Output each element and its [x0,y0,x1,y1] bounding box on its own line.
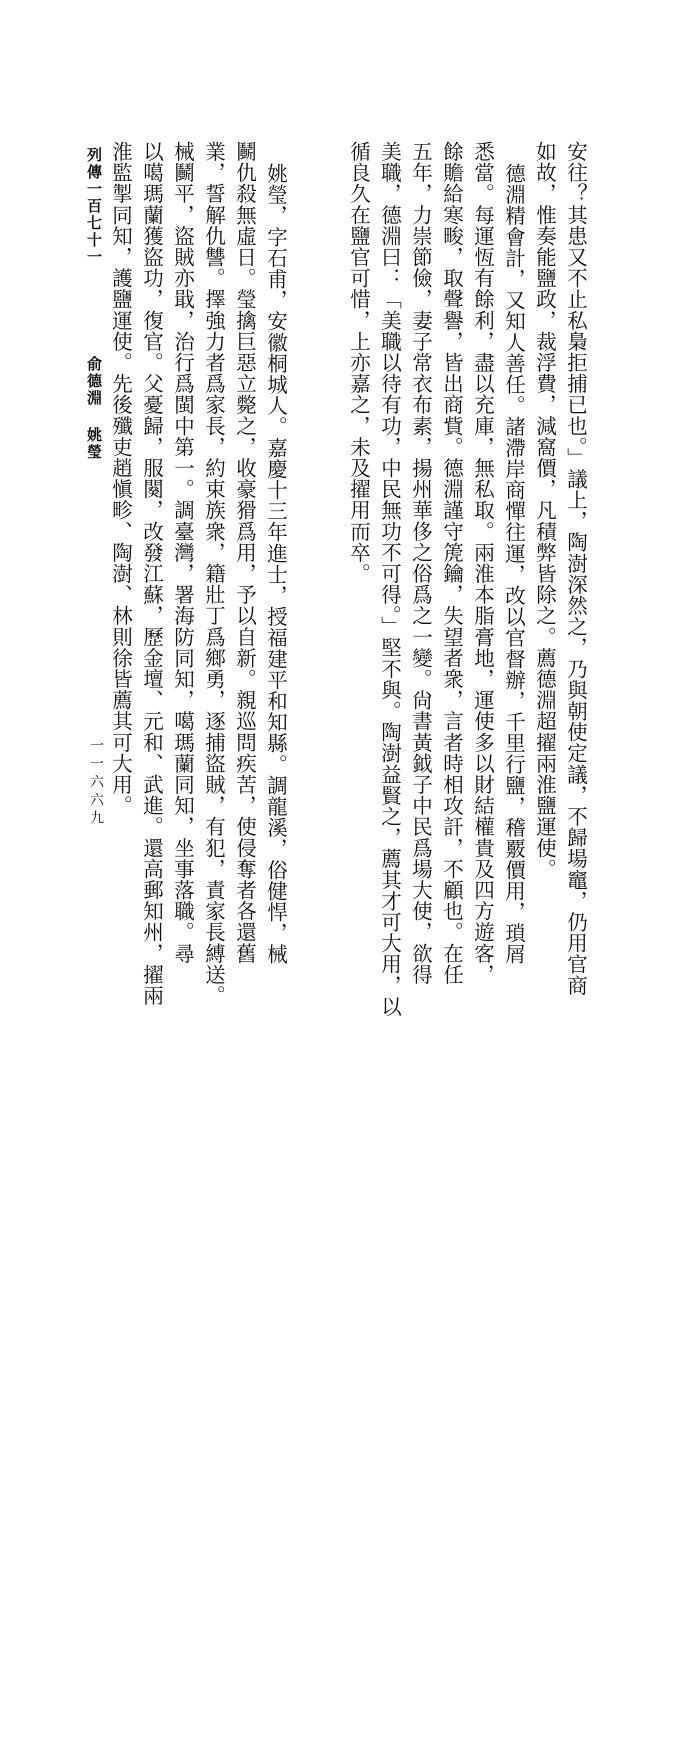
text-column-11: 業，誓解仇讐。擇強力者爲家長，約束族衆，籍壯丁爲鄉勇，逐捕盜賊，有犯，責家長縛送。 [201,141,226,1007]
text-column-2: 如故，惟奏能鹽政，裁浮費，減窩價，凡積弊皆除之。薦德淵超擢兩淮鹽運使。 [532,141,557,880]
text-column-6: 五年，力崇節儉，妻子常衣布素，揚州華侈之俗爲之一變。尙書黃鉞子中民爲場大使，欲得 [408,141,433,985]
text-column-8: 循良久在鹽官可惜，上亦嘉之，未及擢用而卒。 [346,141,371,585]
running-header-names: 俞德淵 姚瑩 [85,356,103,461]
text-column-13: 以噶瑪蘭獲盜功，復官。父憂歸，服闋，改發江蘇，歷金壇、元和、武進。還高郵知州，擢兩 [139,141,164,1007]
text-column-1: 安往？其患又不止私梟拒捕已也。」議上，陶澍深然之，乃與朝使定議，不歸場竈，仍用官商 [563,141,588,996]
text-column-7: 美職，德淵曰：「美職以待有功，中民無功不可得。」堅不與。陶澍益賢之，薦其才可大用，以 [377,141,402,1017]
text-column-9: 姚瑩，字石甫，安徽桐城人。嘉慶十三年進士，授福建平和知縣。調龍溪，俗健悍，械 [263,163,288,965]
text-column-14: 淮監掣同知，護鹽運使。先後殲吏趙愼畛、陶澍、林則徐皆薦其可大用。 [108,141,133,817]
running-header-chapter: 列傳一百七十一 [85,147,103,266]
text-column-12: 械鬭平，盜賊亦戢，治行爲閩中第一。調臺灣，署海防同知，噶瑪蘭同知，坐事落職。尋 [170,141,195,964]
text-column-10: 鬭仇殺無虛日。瑩擒巨惡立斃之，收豪猾爲用，予以自新。親巡問疾苦，使侵奪者各還舊 [232,141,257,964]
text-column-5: 餘贍給寒畯，取聲譽，皆出商貲。德淵謹守箎鑰，失望者衆，言者時相攻訐，不顧也。在任 [439,141,464,985]
text-column-4: 悉當。每運恆有餘利，盡以充庫，無私取。兩淮本脂膏地，運使多以財結權貴及四方遊客， [470,141,495,985]
page-number: 一一六六九 [88,738,104,828]
text-column-3: 德淵精會計，又知人善任。諸滯岸商憚往運，改以官督辦，千里行鹽，稽覈價用，瑣屑 [501,163,526,965]
